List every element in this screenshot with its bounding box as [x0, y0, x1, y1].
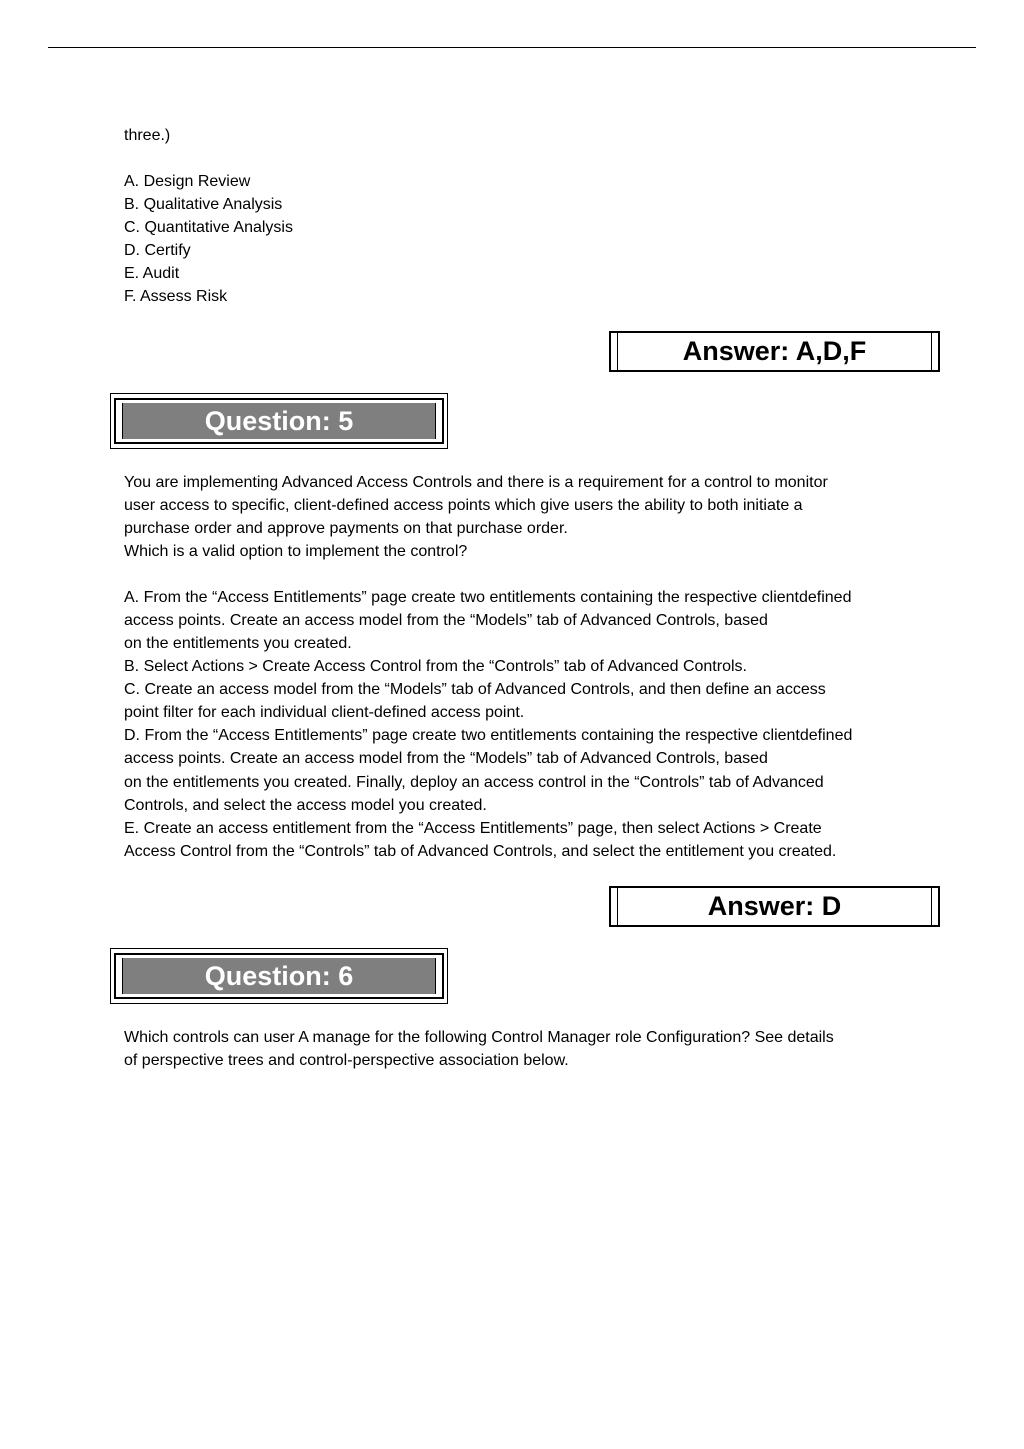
option-b: B. Qualitative Analysis	[124, 196, 283, 213]
answer-label: Answer: D	[707, 891, 842, 921]
answer-box	[609, 331, 940, 372]
option-line: access points. Create an access model from the “Models” tab of Advanced Controls, based	[124, 750, 768, 767]
question-stem-line: user access to specific, client-defined access points which give users the ability to both initiate a	[124, 497, 803, 514]
question-stem-line: Which controls can user A manage for the following Control Manager role Configuration? See details	[124, 1029, 834, 1046]
option-line: C. Create an access model from the “Models” tab of Advanced Controls, and then define an access	[124, 681, 826, 698]
answer-box	[609, 886, 940, 927]
option-line: D. From the “Access Entitlements” page create two entitlements containing the respective clientdefined	[124, 727, 853, 744]
answer-label: Answer: A,D,F	[682, 336, 867, 366]
question-heading: Question: 6	[204, 960, 354, 991]
option-line: point filter for each individual client-defined access point.	[124, 704, 525, 721]
option-line: E. Create an access entitlement from the “Access Entitlements” page, then select Actions > Create	[124, 820, 822, 837]
option-d: D. Certify	[124, 242, 191, 259]
question-stem-line: Which is a valid option to implement the control?	[124, 543, 468, 560]
option-c: C. Quantitative Analysis	[124, 219, 293, 236]
question-stem-end: three.)	[124, 127, 171, 144]
option-line: on the entitlements you created. Finally, deploy an access control in the “Controls” tab of Advanced	[124, 774, 824, 791]
option-a: A. Design Review	[124, 173, 251, 190]
header-rule	[48, 47, 976, 48]
option-e: E. Audit	[124, 265, 180, 282]
question-heading-box	[110, 948, 448, 1004]
option-line: access points. Create an access model from the “Models” tab of Advanced Controls, based	[124, 612, 768, 629]
question-heading-box	[110, 393, 448, 449]
option-f: F. Assess Risk	[124, 288, 228, 305]
question-stem-line: purchase order and approve payments on that purchase order.	[124, 520, 568, 537]
option-line: Access Control from the “Controls” tab of Advanced Controls, and select the entitlement you created.	[124, 843, 837, 860]
question-heading: Question: 5	[204, 405, 354, 436]
option-line: B. Select Actions > Create Access Control from the “Controls” tab of Advanced Controls.	[124, 658, 747, 675]
question-stem-line: You are implementing Advanced Access Controls and there is a requirement for a control to monitor	[124, 474, 828, 491]
option-line: A. From the “Access Entitlements” page create two entitlements containing the respective clientdefined	[124, 589, 852, 606]
option-line: Controls, and select the access model you created.	[124, 797, 487, 814]
option-line: on the entitlements you created.	[124, 635, 352, 652]
question-stem-line: of perspective trees and control-perspective association below.	[124, 1052, 569, 1069]
